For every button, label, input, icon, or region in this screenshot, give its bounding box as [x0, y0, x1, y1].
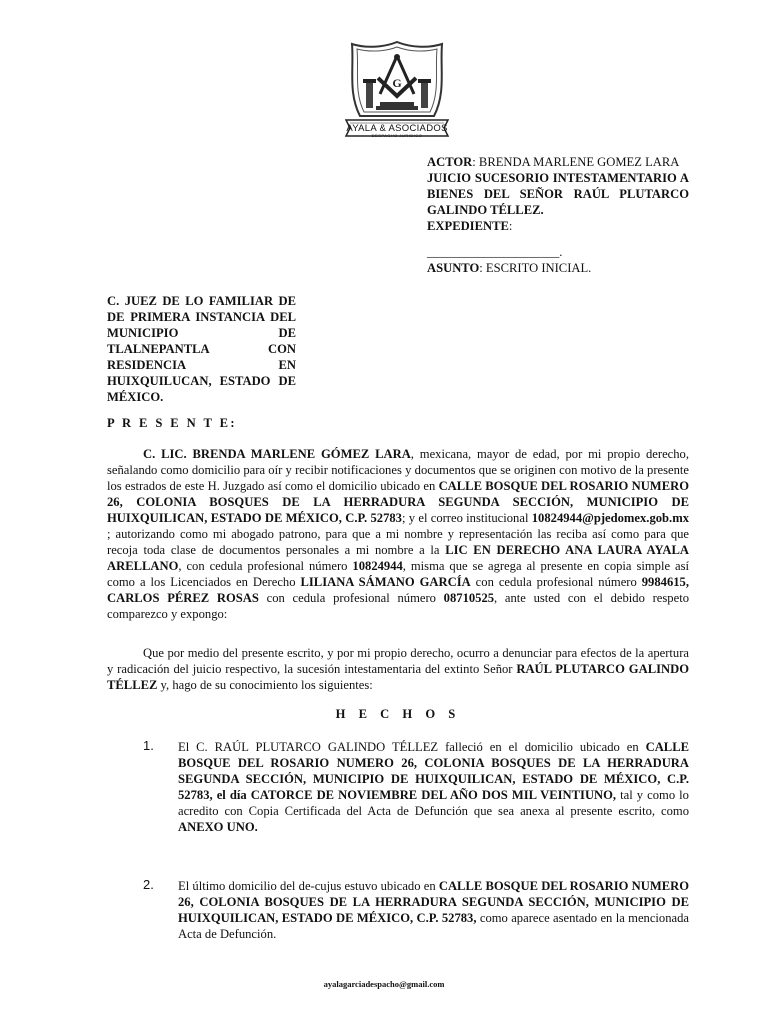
bold-text-run: 08710525	[443, 591, 495, 605]
text-run: , misma que se agrega al presente en copia simple así como a los Licenciados en Derecho	[107, 559, 689, 589]
bold-text-run: RAÚL PLUTARCO GALINDO TÉLLEZ	[107, 662, 689, 692]
presente-heading: P R E S E N T E:	[107, 416, 237, 430]
fact-item-1	[178, 739, 689, 835]
text-run: El último domicilio del de-cujus estuvo ubicado en	[178, 879, 439, 893]
text-run: con cedula profesional número	[470, 575, 642, 589]
actor-value: BRENDA MARLENE GOMEZ LARA	[478, 155, 680, 169]
actor-label: ACTOR	[427, 155, 473, 169]
actor-line: ACTOR: BRENDA MARLENE GOMEZ LARA	[427, 155, 680, 169]
bold-text-run: CALLE BOSQUE DEL ROSARIO NUMERO 26, COLONIA BOSQUES DE LA HERRADURA SEGUNDA SECCIÓN, MUNICIPIO DE HUIXQUILICAN, ESTADO DE MÉXICO, C.P. 52783, el día CATORCE DE NOVIEMBRE DEL AÑO DOS MIL VEINTIUNO,	[178, 740, 689, 802]
firm-tagline: DESPACHO JURIDICO	[371, 133, 423, 138]
addressee: C. JUEZ DE LO FAMILIAR DE DE PRIMERA INSTANCIA DEL MUNICIPIO DE TLALNEPANTLA CON RESIDENCIA EN HUIXQUILUCAN, ESTADO DE MÉXICO.	[107, 294, 296, 404]
bold-text-run: LILIANA SÁMANO GARCÍA	[300, 575, 471, 589]
svg-text:G: G	[392, 76, 402, 90]
text-run: Que por medio del presente escrito, y por mi propio derecho, ocurro a denunciar para efectos de la apertura y radicación del juicio respectivo, la sucesión intestamentaria del extinto Señor	[107, 646, 689, 676]
bold-text-run: 10824944	[352, 559, 403, 573]
fact-number-2: 2.	[143, 877, 154, 892]
hechos-heading: H E C H O S	[335, 707, 461, 721]
bold-text-run: CALLE BOSQUE DEL ROSARIO NUMERO 26, COLONIA BOSQUES DE LA HERRADURA SEGUNDA SECCIÓN, MUNICIPIO DE HUIXQUILICAN, ESTADO DE MÉXICO, C.P. 52783,	[178, 879, 689, 925]
text-run: , mexicana, mayor de edad, por mi propio derecho, señalando como domicilio para oír y recibir notificaciones y documentos que se originen con motivo de la presente los estrados de este H. Juzgado así como el domicilio ubicado en	[107, 447, 689, 493]
expediente-line: EXPEDIENTE:	[427, 219, 513, 233]
text-run: ; autorizando como mi abogado patrono, para que a mi nombre y representación las reciba así como para que recoja toda clase de documentos personales a mi nombre a la	[107, 527, 689, 557]
bold-text-run: 10824944@pjedomex.gob.mx	[531, 511, 689, 525]
bold-text-run: LIC EN DERECHO ANA LAURA AYALA ARELLANO	[107, 543, 689, 573]
firm-logo	[342, 38, 452, 143]
text-run: y, hago de su conocimiento los siguientes:	[157, 678, 373, 692]
text-run: , con cedula profesional número	[178, 559, 353, 573]
juicio-line	[427, 170, 689, 218]
paragraph-petition	[107, 645, 689, 693]
bold-text-run: CALLE BOSQUE DEL ROSARIO NUMERO 26, COLONIA BOSQUES DE LA HERRADURA SEGUNDA SECCIÓN, MUNICIPIO DE HUIXQUILICAN, ESTADO DE MÉXICO, C.P. 52783	[107, 479, 689, 525]
text-run: tal y como lo acredito con Copia Certificada del Acta de Defunción que sea anexa al presente escrito, como	[178, 788, 689, 818]
text-run: ; y el correo institucional	[401, 511, 532, 525]
text-run: con cedula profesional número	[258, 591, 444, 605]
juicio-text: JUICIO SUCESORIO INTESTAMENTARIO A BIENES DEL SEÑOR RAÚL PLUTARCO GALINDO TÉLLEZ.	[427, 171, 689, 217]
asunto-label: ASUNTO	[427, 261, 480, 275]
text-run: El C. RAÚL PLUTARCO GALINDO TÉLLEZ falleció en el domicilio ubicado en	[178, 740, 646, 754]
case-caption	[427, 154, 689, 276]
asunto-value: ESCRITO INICIAL.	[485, 261, 592, 275]
expediente-blank: _____________________.	[427, 245, 563, 259]
firm-name: AYALA & ASOCIADOS	[346, 123, 448, 134]
bold-text-run: ANEXO UNO.	[178, 820, 258, 834]
fact-item-2	[178, 878, 689, 942]
expediente-label: EXPEDIENTE	[427, 219, 509, 233]
footer-email: ayalagarciadespacho@gmail.com	[323, 979, 445, 989]
fact-number-1: 1.	[143, 738, 154, 753]
asunto-line: ASUNTO: ESCRITO INICIAL.	[427, 261, 592, 275]
bold-text-run: 9984615, CARLOS PÉREZ ROSAS	[107, 575, 689, 605]
text-run: como aparece asentado en la mencionada Acta de Defunción.	[178, 911, 690, 941]
bold-text-run: C. LIC. BRENDA MARLENE GÓMEZ LARA	[143, 447, 411, 461]
text-run: , ante usted con el debido respeto comparezco y expongo:	[107, 591, 689, 621]
paragraph-introduction	[107, 446, 689, 622]
